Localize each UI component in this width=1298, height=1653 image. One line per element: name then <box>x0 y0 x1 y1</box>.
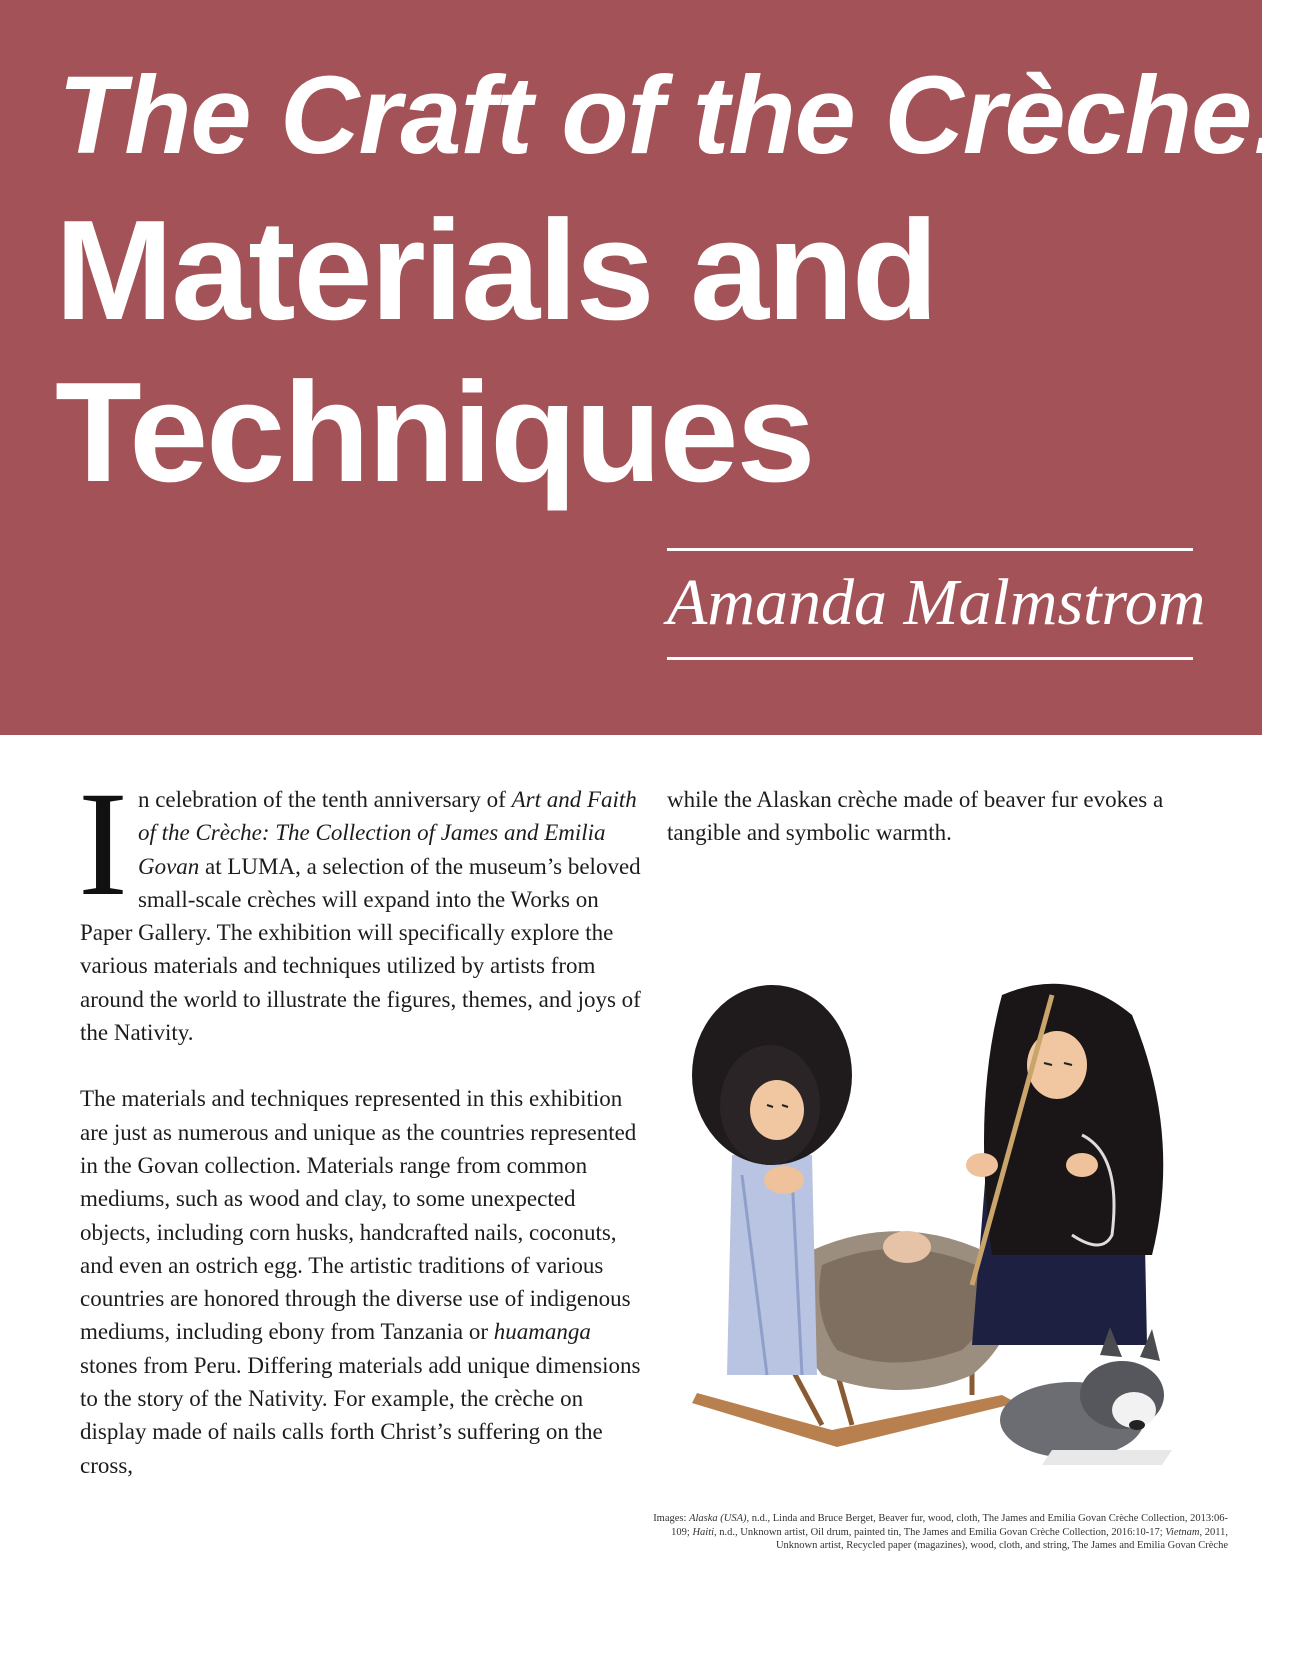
title-banner <box>0 0 1287 735</box>
paragraph-1-text <box>78 761 641 1046</box>
title-main <box>55 190 937 514</box>
image-caption-text <box>640 1512 1228 1553</box>
text-run: at LUMA, a selection of the museum’s beloved small-scale crèches will expand into the Works on Paper Gallery. The exhibition will specifically explore the various materials and techniques utilized by artists from around the world to illustrate the figures, themes, and joys of the Nativity. <box>80 853 641 1046</box>
author-name: Amanda Malmstrom <box>667 566 1206 639</box>
text-run: , n.d., Unknown artist, Oil drum, painted tin, The James and Emilia Govan Crèche Collection, 2016:10-17; <box>714 1526 1166 1538</box>
title-line-1: The Craft of the Crèche: <box>58 54 1287 177</box>
title-line-2: Materials and <box>55 191 937 350</box>
husky-figure-image <box>1000 1327 1172 1465</box>
text-run: while the Alaskan crèche made of beaver fur evokes a tangible and symbolic warmth. <box>667 787 1164 846</box>
article-column-right <box>667 783 1207 850</box>
italic-text: huamanga <box>493 1319 591 1345</box>
drop-cap: I <box>78 761 128 927</box>
author-rule-bottom <box>667 657 1193 660</box>
text-run: n celebration of the tenth anniversary of <box>137 787 512 812</box>
text-run: , 2011, Unknown artist, Recycled paper (magazines), wood, cloth, and string, The James and Emilia Govan Crèche <box>775 1526 1228 1551</box>
italic-text: Alaska (USA) <box>689 1513 747 1524</box>
joseph-figure-image <box>966 984 1163 1345</box>
paragraph-2 <box>80 1082 650 1482</box>
image-caption <box>640 1512 1228 1553</box>
text-run: , n.d., Linda and Bruce Berget, Beaver fur, wood, cloth, The James and Emilia Govan Crèche Collection, 2013:06-109; <box>671 1513 1228 1538</box>
article-column-left <box>78 761 650 1482</box>
italic-text: Art and Faith of the Crèche: The Collection of James and Emilia Govan <box>137 787 637 879</box>
text-run: The materials and techniques represented in this exhibition are just as numerous and unique as the countries represented in the Govan collection. Materials range from common mediums, such as wood and clay, to some unexpected objects, including corn husks, handcrafted nails, coconuts, and even an ostrich egg. The artistic traditions of various countries are honored through the diverse use of indigenous mediums, including ebony from Tanzania or <box>80 1086 637 1345</box>
text-run: stones from Peru. Differing materials add unique dimensions to the story of the Nativity. For example, the crèche on display made of nails calls forth Christ’s suffering on the cross, <box>80 1352 641 1478</box>
creche-photo <box>672 955 1212 1490</box>
paragraph-3 <box>667 783 1207 850</box>
italic-text: Haiti <box>692 1526 715 1538</box>
paragraph-1 <box>78 761 650 1049</box>
italic-text: Vietnam <box>1165 1526 1200 1538</box>
title-line-3: Techniques <box>55 353 814 512</box>
author-rule-top <box>667 548 1193 551</box>
text-run: Images: <box>653 1513 690 1524</box>
